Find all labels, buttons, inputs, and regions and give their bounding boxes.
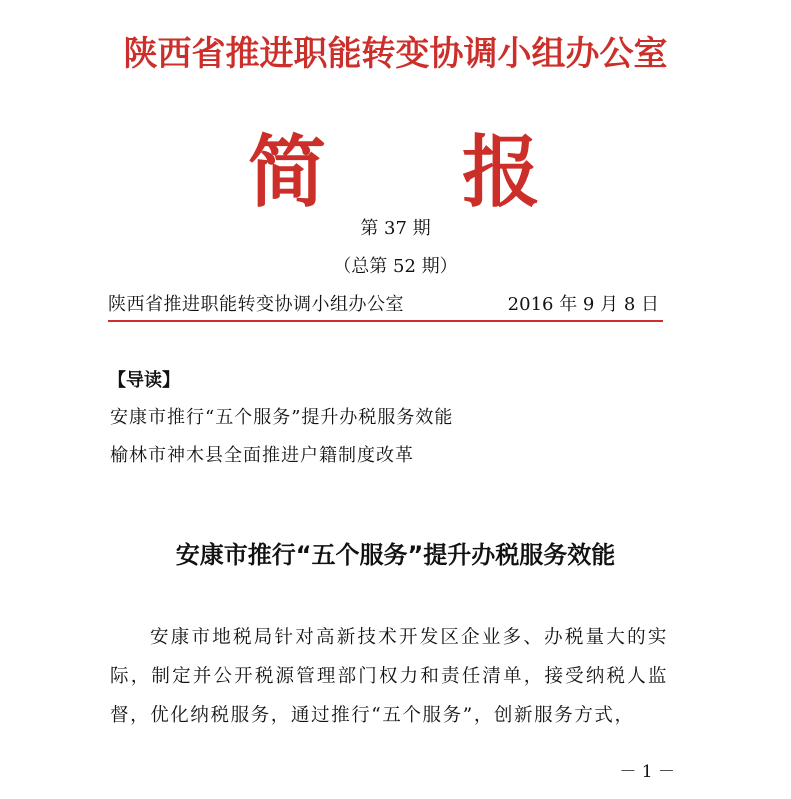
page-number: － 1 － bbox=[619, 762, 675, 782]
document-type-char-2: 报 bbox=[462, 127, 541, 218]
guide-item: 榆林市神木县全面推进户籍制度改革 bbox=[110, 445, 414, 466]
red-divider-line bbox=[108, 320, 663, 322]
issue-date: 2016 年 9 月 8 日 bbox=[507, 294, 659, 315]
article-body-paragraph: 安康市地税局针对高新技术开发区企业多、办税量大的实际，制定并公开税源管理部门权力和责任清单，接受纳税人监督，优化纳税服务，通过推行“五个服务”，创新服务方式， bbox=[110, 627, 668, 726]
issue-total-number: （总第 52 期） bbox=[333, 256, 458, 277]
article-title: 安康市推行“五个服务”提升办税服务效能 bbox=[175, 541, 616, 569]
organization-header: 陕西省推进职能转变协调小组办公室 bbox=[123, 34, 668, 74]
guide-item: 安康市推行“五个服务”提升办税服务效能 bbox=[110, 407, 454, 428]
issuer-name: 陕西省推进职能转变协调小组办公室 bbox=[108, 294, 404, 315]
document-type-char-1: 简 bbox=[248, 127, 327, 218]
guide-heading: 【导读】 bbox=[108, 370, 180, 391]
issue-number: 第 37 期 bbox=[360, 218, 431, 239]
